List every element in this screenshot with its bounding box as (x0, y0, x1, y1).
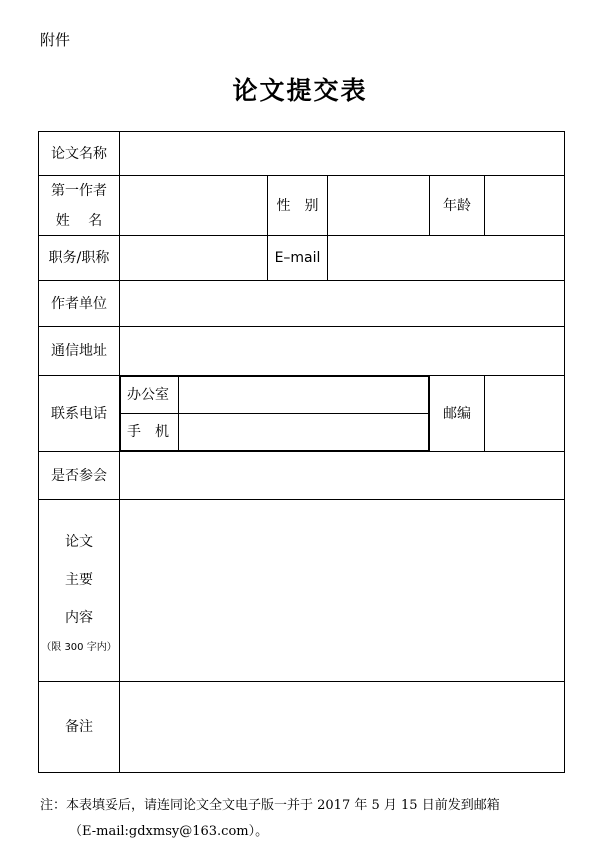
abstract-limit-note: （限 300 字内） (41, 641, 117, 653)
age-label: 年龄 (430, 176, 485, 236)
row-paper-name (39, 132, 565, 176)
gender-field[interactable] (328, 176, 430, 236)
attachment-label: 附件 (40, 31, 71, 49)
footnote-line2: （E-mail:gdxmsy@163.com）。 (69, 824, 269, 839)
phone-subtable (120, 376, 429, 451)
email-label: E–mail (268, 236, 328, 281)
abstract-label (39, 500, 120, 682)
address-field[interactable] (120, 327, 565, 376)
footnote (40, 793, 580, 845)
address-label: 通信地址 (39, 327, 120, 376)
footnote-line1: 注：本表填妥后，请连同论文全文电子版一并于 2017 年 5 月 15 日前发到邮箱 (40, 798, 500, 813)
age-field[interactable] (485, 176, 565, 236)
first-author-name-field[interactable] (120, 176, 268, 236)
mobile-phone-field[interactable] (179, 414, 429, 451)
row-affiliation (39, 281, 565, 327)
paper-submission-form (38, 131, 565, 773)
postcode-label: 邮编 (430, 376, 485, 452)
first-author-label-line2: 姓 名 (55, 212, 103, 229)
row-first-author (39, 176, 565, 236)
position-label: 职务/职称 (39, 236, 120, 281)
affiliation-label: 作者单位 (39, 281, 120, 327)
row-phone (39, 376, 565, 452)
attend-field[interactable] (120, 452, 565, 500)
remarks-field[interactable] (120, 682, 565, 773)
phone-label: 联系电话 (39, 376, 120, 452)
page-title: 论文提交表 (232, 76, 368, 105)
abstract-field[interactable] (120, 500, 565, 682)
row-position (39, 236, 565, 281)
row-attend (39, 452, 565, 500)
first-author-label-line1: 第一作者 (51, 182, 107, 199)
attend-label: 是否参会 (39, 452, 120, 500)
abstract-label-line2: 主要 (65, 571, 93, 588)
affiliation-field[interactable] (120, 281, 565, 327)
row-address (39, 327, 565, 376)
remarks-label: 备注 (39, 682, 120, 773)
paper-name-label: 论文名称 (39, 132, 120, 176)
postcode-field[interactable] (485, 376, 565, 452)
office-label: 办公室 (121, 377, 179, 414)
abstract-label-line1: 论文 (65, 533, 93, 550)
first-author-label (39, 176, 120, 236)
email-field[interactable] (328, 236, 565, 281)
row-remarks (39, 682, 565, 773)
mobile-label: 手 机 (121, 414, 179, 451)
paper-name-field[interactable] (120, 132, 565, 176)
row-abstract (39, 500, 565, 682)
abstract-label-line3: 内容 (65, 609, 93, 626)
gender-label: 性 别 (268, 176, 328, 236)
office-phone-field[interactable] (179, 377, 429, 414)
phone-subtable-cell (120, 376, 430, 452)
position-field[interactable] (120, 236, 268, 281)
